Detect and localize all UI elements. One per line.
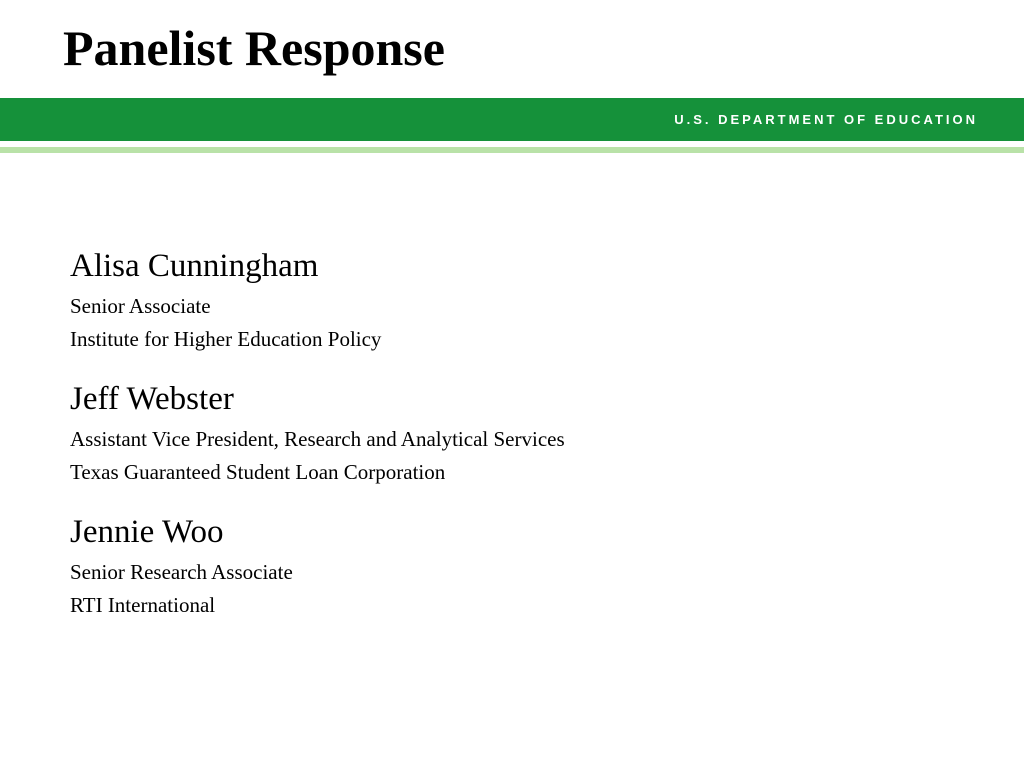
panelist-item xyxy=(70,245,970,356)
banner-stripe xyxy=(0,147,1024,153)
panelist-name: Jeff Webster xyxy=(70,381,234,417)
panelist-organization: Texas Guaranteed Student Loan Corporation xyxy=(70,460,446,484)
panelist-name: Jennie Woo xyxy=(70,514,224,550)
panelist-organization: RTI International xyxy=(70,593,216,617)
panelist-item xyxy=(70,378,970,489)
panelist-organization: Institute for Higher Education Policy xyxy=(70,327,382,351)
department-label: U.S. DEPARTMENT OF EDUCATION xyxy=(674,112,978,127)
panelist-title: Senior Research Associate xyxy=(70,560,293,584)
panelist-item xyxy=(70,511,970,622)
header-banner xyxy=(0,98,1024,141)
panelist-name: Alisa Cunningham xyxy=(70,248,319,284)
panelist-list xyxy=(70,245,970,644)
panelist-title: Assistant Vice President, Research and Analytical Services xyxy=(70,427,565,451)
panelist-title: Senior Associate xyxy=(70,294,211,318)
page-title: Panelist Response xyxy=(63,20,445,76)
